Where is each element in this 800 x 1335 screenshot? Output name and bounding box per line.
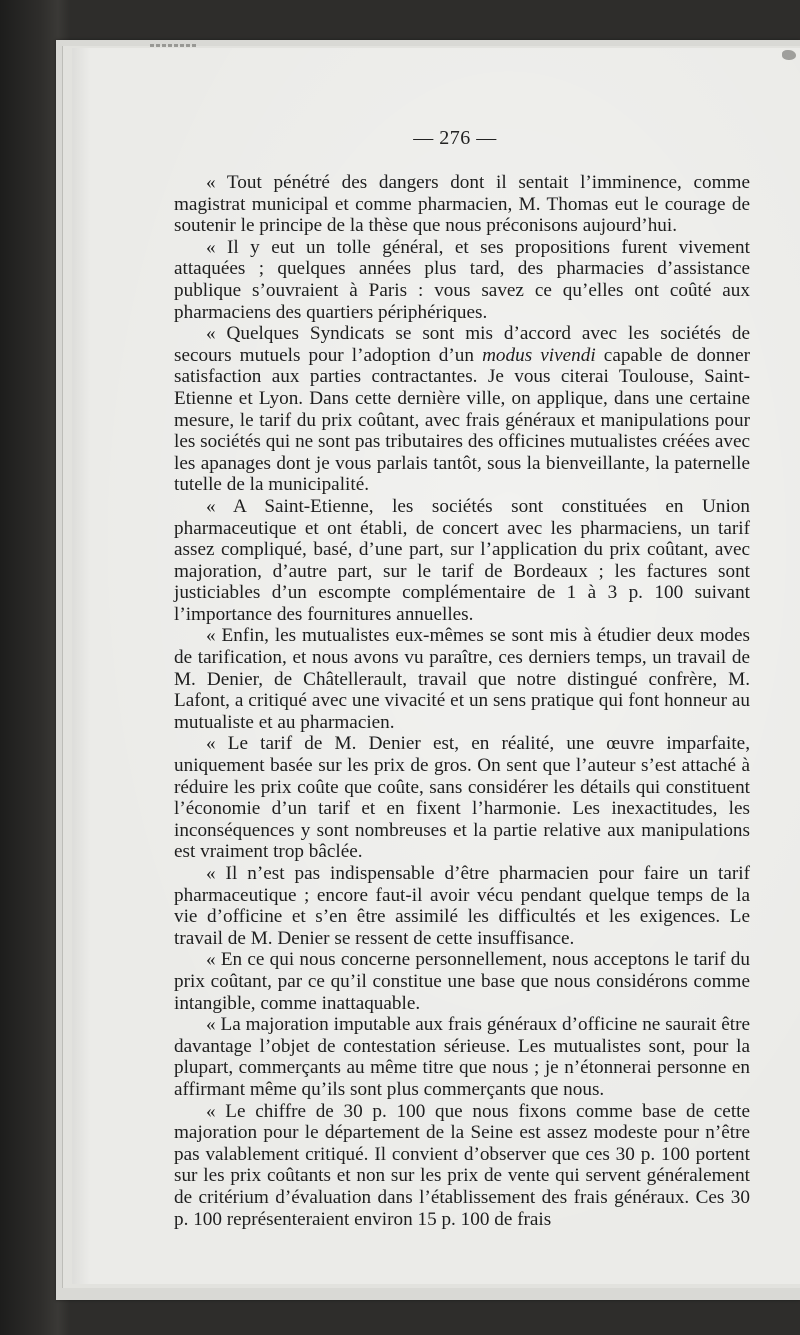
paragraph: « Le tarif de M. Denier est, en réalité, une œuvre imparfaite, uniquement basée sur les prix de gros. On sent que l’auteur s’est attaché à réduire les prix coûte que coûte, sans considérer les détails qui constituent l’économie d’un tarif et en fixent l’harmonie. Les inexactitudes, les inconséquences y sont nombreuses et la partie relative aux manipulations est vraiment trop bâclée.: [174, 733, 750, 863]
paragraph: « Le chiffre de 30 p. 100 que nous fixons comme base de cette majoration pour le département de la Seine est assez modeste pour n’être pas valablement critiqué. Il convient d’observer que ces 30 p. 100 portent sur les prix coûtants et non sur les prix de vente qui servent généralement de critérium d’évaluation dans l’établissement des frais généraux. Ces 30 p. 100 représenteraient environ 15 p. 100 de frais: [174, 1100, 750, 1230]
paragraph-text: « Quelques Syndicats se sont mis d’accord avec les sociétés de secours mutuels pour l’adoption d’un: [174, 323, 750, 366]
body-text: [174, 172, 750, 1230]
paragraph: « Il n’est pas indispensable d’être pharmacien pour faire un tarif pharmaceutique ; encore faut-il avoir vécu pendant quelque temps de la vie d’officine et s’en être assimilé les difficultés et les exigences. Le travail de M. Denier se ressent de cette insuffisance.: [174, 863, 750, 949]
paragraph: « A Saint-Etienne, les sociétés sont constituées en Union pharmaceutique et ont établi, de concert avec les pharmaciens, un tarif assez compliqué, basé, d’une part, sur l’application du prix coûtant, avec majoration, d’autre part, sur le tarif de Bordeaux ; les factures sont justiciables d’un escompte complémentaire de 1 à 3 p. 100 suivant l’importance des fournitures annuelles.: [174, 495, 750, 625]
pencil-mark: [150, 44, 198, 47]
paragraph-text: capable de donner satisfaction aux parties contractantes. Je vous citerai Toulouse, Saint-Etienne et Lyon. Dans cette dernière ville, on applique, dans une certaine mesure, le tarif du prix coûtant, avec frais généraux et manipulations pour les sociétés qui ne sont pas tributaires des officines mutualistes créées avec les apanages dont je vous parlais tantôt, sous la bienveillante, la paternelle tutelle de la municipalité.: [174, 344, 750, 496]
italic-phrase: modus vivendi: [482, 344, 596, 366]
paragraph: « La majoration imputable aux frais généraux d’officine ne saurait être davantage l’objet de contestation sérieuse. Les mutualistes sont, pour la plupart, commerçants au même titre que nous ; je n’étonnerai personne en affirmant même qu’ils sont plus commerçants que nous.: [174, 1014, 750, 1100]
paragraph: [174, 323, 750, 496]
paragraph: « En ce qui nous concerne personnellement, nous acceptons le tarif du prix coûtant, par ce qu’il constitue une base que nous considérons comme intangible, comme inattaquable.: [174, 949, 750, 1014]
paragraph: « Il y eut un tolle général, et ses propositions furent vivement attaquées ; quelques années plus tard, des pharmacies d’assistance publique s’ouvraient à Paris : vous savez ce qu’elles ont coûté aux pharmaciens des quartiers périphériques.: [174, 236, 750, 323]
page-corner-stain: [782, 50, 796, 60]
paragraph: « Enfin, les mutualistes eux-mêmes se sont mis à étudier deux modes de tarification, et nous avons vu paraître, ces derniers temps, un travail de M. Denier, de Châtellerault, travail que notre distingué confrère, M. Lafont, a critiqué avec une vivacité et un sens pratique qui font honneur au mutualiste et au pharmacien.: [174, 625, 750, 733]
paragraph: « Tout pénétré des dangers dont il sentait l’imminence, comme magistrat municipal et comme pharmacien, M. Thomas eut le courage de soutenir le principe de la thèse que nous préconisons aujourd’hui.: [174, 172, 750, 237]
page-number: — 276 —: [413, 127, 497, 149]
